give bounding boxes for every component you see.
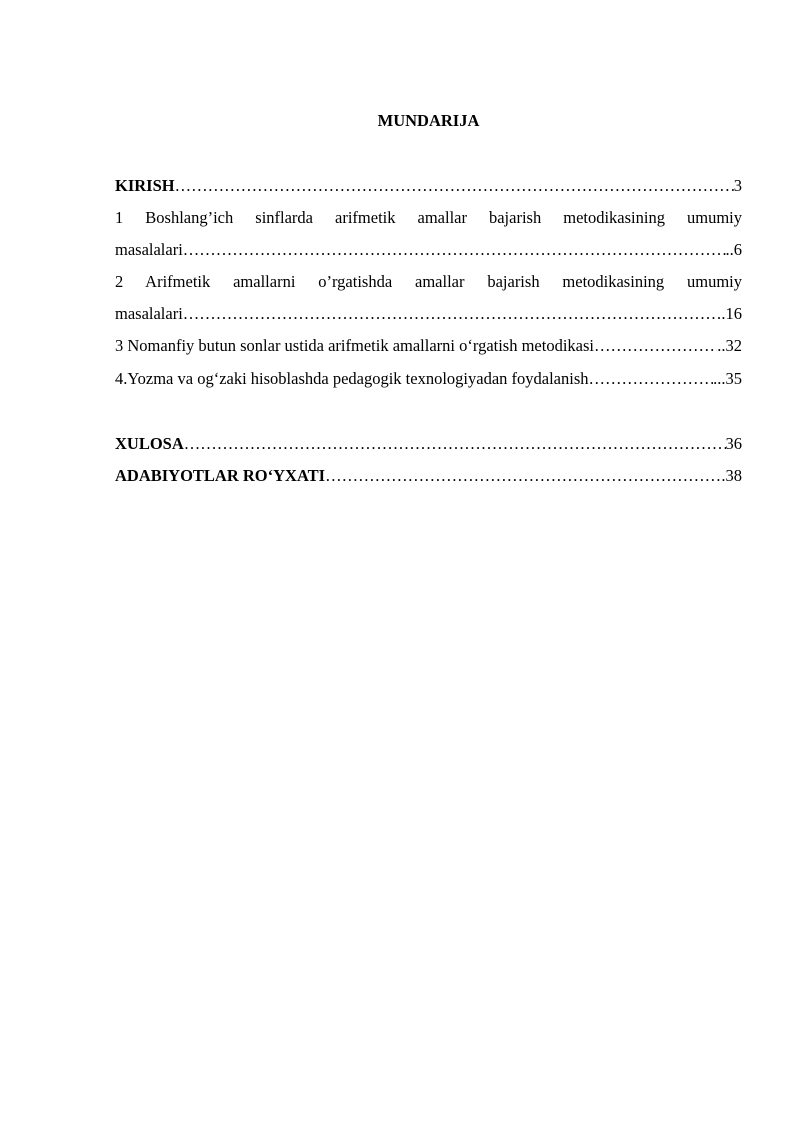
toc-entry-label: 2 Arifmetik amallarni o’rgatishda amallar bajarish metodikasining umumiy (115, 272, 742, 291)
toc-entry-page: .16 (721, 304, 742, 323)
toc-entry-2-line2[interactable] (115, 302, 742, 326)
toc-leader-dots (589, 367, 714, 391)
toc-entry-page: 36 (725, 434, 742, 453)
toc-entry-label: masalalari (115, 240, 183, 259)
toc-entry-label: 3 Nomanfiy butun sonlar ustida arifmetik amallarni o‘rgatish metodikasi (115, 336, 595, 355)
toc-leader-dots (183, 302, 722, 326)
toc-entry-page: ...35 (713, 369, 742, 388)
toc-entry-1-line2[interactable] (115, 238, 742, 262)
toc-entry-page: .38 (721, 466, 742, 485)
toc-entry-label: ADABIYOTLAR RO‘YXATI (115, 466, 326, 485)
toc-entry-label: XULOSA (115, 434, 184, 453)
toc-entry-label: 4.Yozma va og‘zaki hisoblashda pedagogik texnologiyadan foydalanish (115, 369, 589, 388)
toc-entry-3[interactable] (115, 334, 742, 358)
toc-entry-label: 1 Boshlang’ich sinflarda arifmetik amallar bajarish metodikasining umumiy (115, 208, 742, 227)
toc-leader-dots (175, 174, 734, 198)
toc-leader-dots (594, 334, 717, 358)
toc-leader-dots (183, 238, 726, 262)
toc-entry-page: 3 (733, 176, 742, 195)
toc-entry-1-line1[interactable] (115, 206, 742, 230)
toc-entry-label: masalalari (115, 304, 183, 323)
toc-entry-kirish[interactable] (115, 174, 742, 198)
page-title: MUNDARIJA (377, 111, 480, 130)
toc-entry-page: ..32 (717, 336, 742, 355)
toc-entry-label: KIRISH (115, 176, 175, 195)
toc-leader-dots (184, 432, 726, 456)
toc-leader-dots (325, 464, 721, 488)
toc-entry-4[interactable] (115, 367, 742, 391)
toc-entry-page: ..6 (725, 240, 742, 259)
toc-entry-xulosa[interactable] (115, 432, 742, 456)
toc-entry-2-line1[interactable] (115, 270, 742, 294)
toc-entry-adabiyotlar[interactable] (115, 464, 742, 488)
